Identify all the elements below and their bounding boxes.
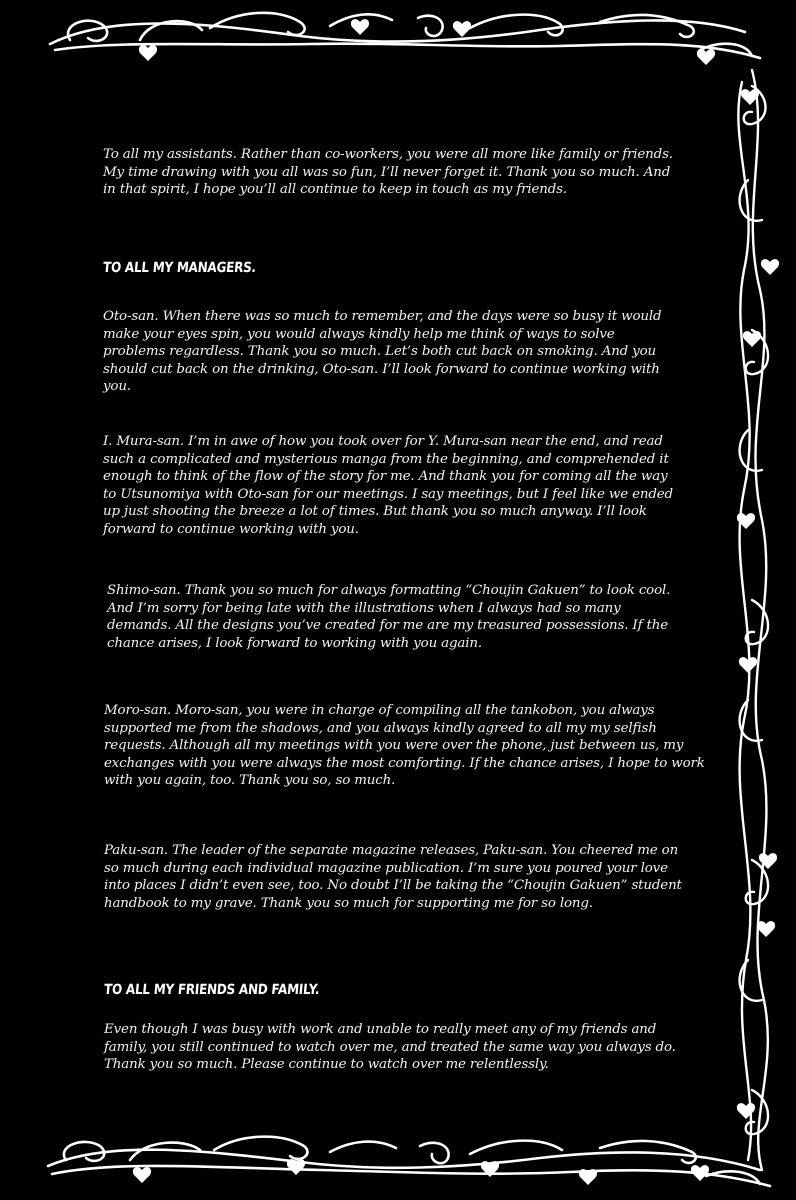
text-line: Moro-san. Moro-san, you were in charge of compiling all the tankobon, you always	[104, 703, 655, 718]
text-line: up just shooting the breeze a lot of times. But thank you so much anyway. I’ll look	[103, 504, 647, 520]
text-line: forward to continue working with you.	[103, 521, 359, 537]
oto-san-paragraph	[103, 308, 661, 396]
text-line: problems regardless. Thank you so much. Let’s both cut back on smoking. And you	[103, 344, 657, 360]
heart-icon	[133, 1159, 709, 1185]
text-line: with you again, too. Thank you so, so much.	[104, 773, 396, 789]
text-line: requests. Although all my meetings with you were over the phone, just between us, my	[104, 738, 684, 754]
imura-san-paragraph	[103, 433, 673, 539]
text-line: supported me from the shadows, and you always kindly agreed to all my my selfish	[104, 720, 657, 736]
text-line: into places I didn’t even see, too. No doubt I’ll be taking the “Choujin Gakuen” student	[104, 878, 682, 894]
text-line: you.	[103, 379, 131, 395]
text-line: chance arises, I look forward to working with you again.	[107, 635, 482, 651]
text-line: Oto-san. When there was so much to remember, and the days were so busy it would	[103, 309, 662, 324]
shimo-san-paragraph	[107, 582, 670, 652]
text-line: To all my assistants. Rather than co-workers, you were all more like family or friends.	[103, 147, 673, 162]
text-line: I. Mura-san. I’m in awe of how you took over for Y. Mura-san near the end, and read	[103, 434, 663, 449]
text-line: enough to think of the flow of the story for me. And thank you for coming all the way	[103, 469, 668, 485]
bottom-border	[48, 1137, 770, 1186]
friends-heading: TO ALL MY FRIENDS AND FAMILY.	[103, 982, 321, 998]
text-line: family, you still continued to watch over me, and treated the same way you always do.	[104, 1039, 676, 1055]
text-line: such a complicated and mysterious manga from the beginning, and comprehended it	[103, 451, 669, 467]
text-line: handbook to my grave. Thank you so much for supporting me for so long.	[104, 895, 593, 911]
text-line: My time drawing with you all was so fun, I’ll never forget it. Thank you so much. And	[103, 164, 671, 180]
friends-paragraph	[104, 1021, 676, 1074]
text-line: Thank you so much. Please continue to watch over me relentlessly.	[104, 1057, 549, 1073]
text-line: demands. All the designs you’ve created for me are my treasured possessions. If the	[107, 618, 668, 634]
text-line: in that spirit, I hope you’ll all continue to keep in touch as my friends.	[103, 182, 568, 198]
heart-icon	[139, 19, 715, 65]
text-line: Shimo-san. Thank you so much for always formatting “Choujin Gakuen” to look cool.	[107, 583, 671, 598]
text-line: Paku-san. The leader of the separate magazine releases, Paku-san. You cheered me on	[104, 843, 679, 858]
text-line: And I’m sorry for being late with the illustrations when I always had so many	[107, 600, 621, 616]
text-line: should cut back on the drinking, Oto-san. I’ll look forward to continue working with	[103, 361, 660, 377]
text-line: to Utsunomiya with Oto-san for our meetings. I say meetings, but I feel like we ended	[103, 486, 673, 502]
text-line: Even though I was busy with work and unable to really meet any of my friends and	[104, 1022, 657, 1037]
assistants-paragraph	[103, 146, 673, 199]
text-line: so much during each individual magazine publication. I’m sure you poured your love	[104, 860, 668, 876]
managers-heading: TO ALL MY MANAGERS.	[102, 260, 257, 276]
heart-icon	[737, 89, 779, 1119]
right-border	[738, 70, 768, 1170]
moro-san-paragraph	[104, 702, 705, 790]
text-line: make your eyes spin, you would always kindly help me think of ways to solve	[103, 326, 615, 342]
top-border	[50, 13, 760, 58]
text-line: exchanges with you were always the most comforting. If the chance arises, I hope to work	[104, 755, 705, 771]
paku-san-paragraph	[104, 842, 682, 912]
